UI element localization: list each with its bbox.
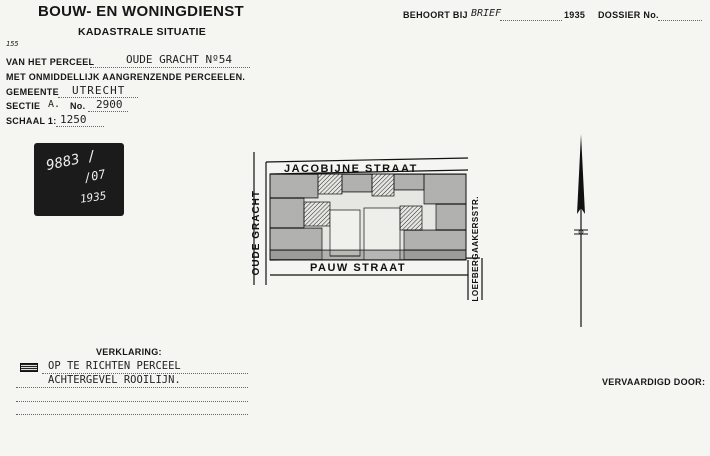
stamp-year: 1935	[79, 189, 108, 206]
van-het-perceel-label: VAN HET PERCEEL	[6, 57, 95, 67]
perceel-value: OUDE GRACHT Nº54	[126, 53, 232, 66]
sectie-value: A.	[48, 99, 61, 110]
schaal-label: SCHAAL 1:	[6, 116, 57, 126]
sectie-label: SECTIE	[6, 101, 41, 111]
gemeente-value: UTRECHT	[72, 84, 126, 97]
behoort-bij-label: BEHOORT BIJ	[403, 10, 468, 20]
street-oude-gracht: OUDE GRACHT	[251, 190, 262, 276]
schaal-value: 1250	[60, 113, 87, 126]
year-field: 1935	[564, 10, 586, 20]
adjacent-text: MET ONMIDDELLIJK AANGRENZENDE PERCEELEN.	[6, 72, 246, 82]
street-pauw: PAUW STRAAT	[310, 262, 407, 274]
street-loefbergaakers: LOEFBERGAAKERSSTR.	[471, 196, 480, 302]
made-by-label: VERVAARDIGD DOOR:	[602, 377, 706, 387]
archive-stamp	[34, 143, 124, 216]
hatched-parcel-swatch	[20, 363, 38, 372]
legend-line1: OP TE RICHTEN PERCEEL	[48, 360, 181, 372]
corner-number: 155	[6, 40, 19, 48]
no-label: No.	[70, 101, 86, 111]
gemeente-label: GEMEENTE	[6, 87, 59, 97]
no-value: 2900	[96, 98, 123, 111]
document-subtitle: KADASTRALE SITUATIE	[78, 26, 207, 38]
north-arrow-icon	[570, 132, 592, 332]
dossier-label: DOSSIER No.	[598, 10, 659, 20]
legend-line2: ACHTERGEVEL ROOILIJN.	[48, 374, 181, 386]
brief-label: BRIEF	[471, 8, 502, 19]
street-jacobijne: JACOBIJNE STRAAT	[284, 163, 418, 175]
stamp-slash: /07	[82, 166, 107, 186]
department-title: BOUW- EN WONINGDIENST	[38, 3, 244, 20]
stamp-number: 9883 /	[44, 147, 98, 175]
legend-title: VERKLARING:	[96, 347, 162, 357]
